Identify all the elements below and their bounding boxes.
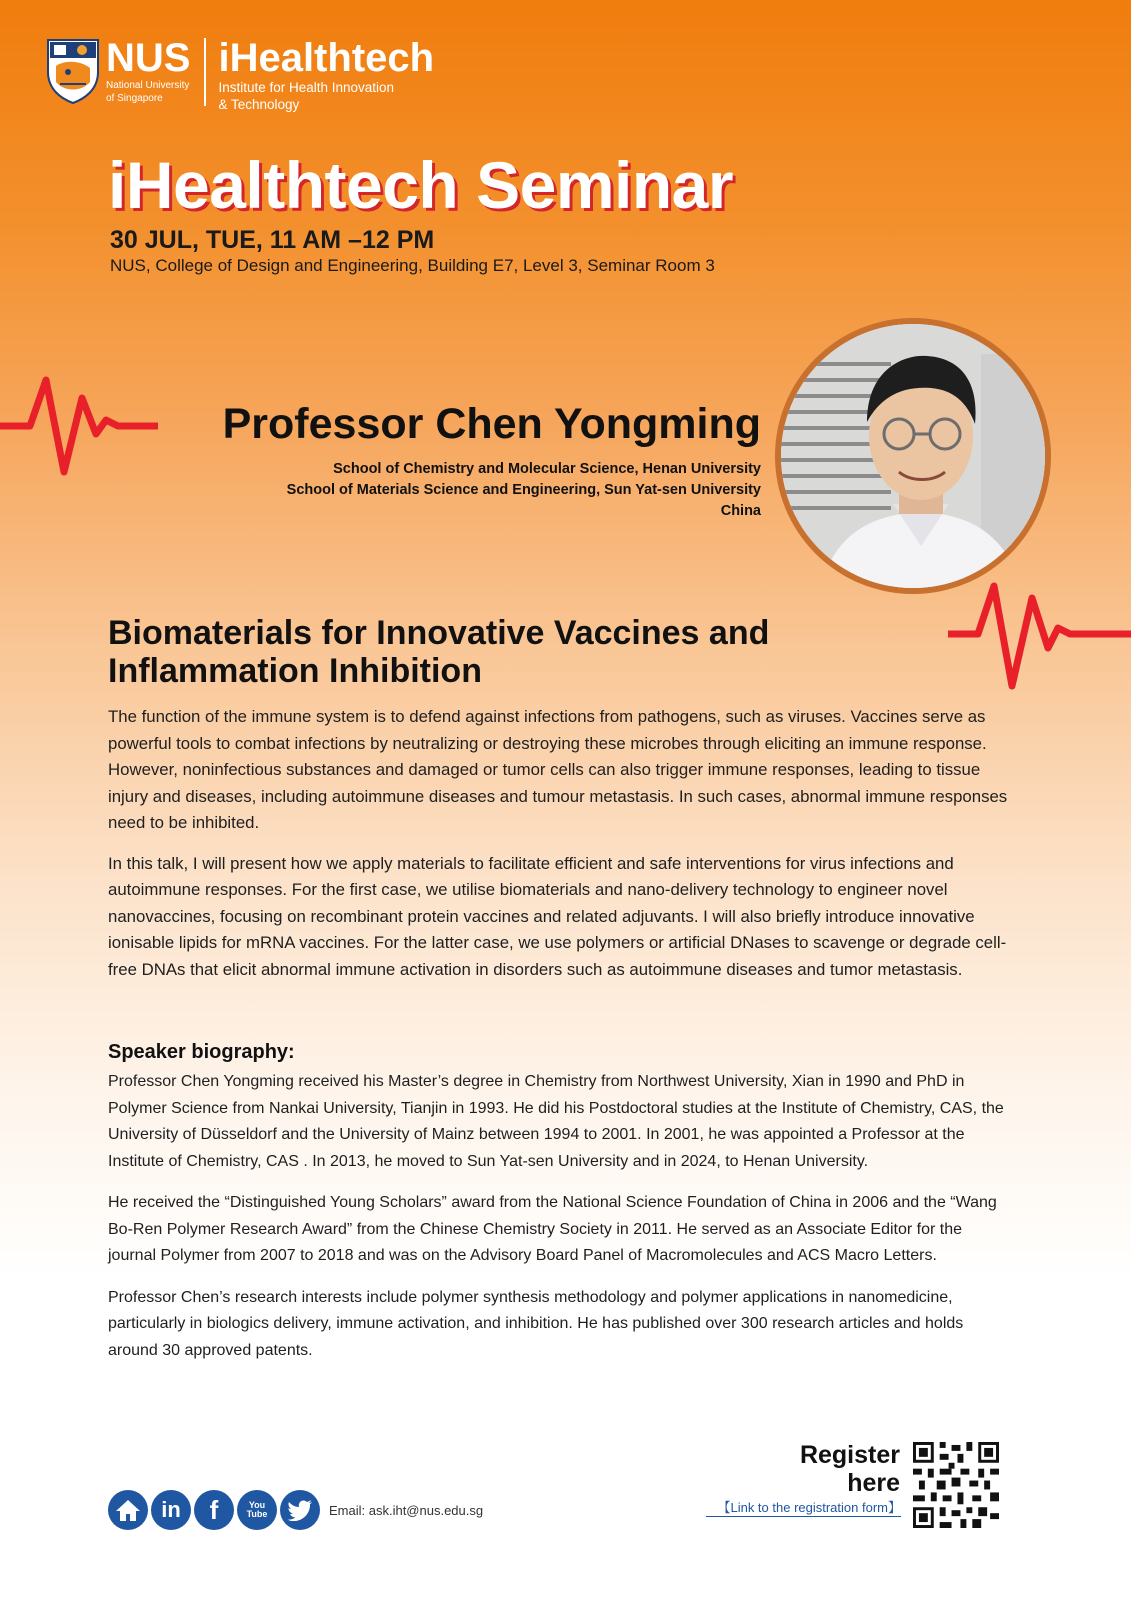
speaker-biography xyxy=(108,1069,1008,1379)
contact-email[interactable]: Email: ask.iht@nus.edu.sg xyxy=(329,1502,484,1518)
abstract-paragraph: The function of the immune system is to defend against infections from pathogens, such as viruses. Vaccines serve as powerful tools to combat infections by neutralizing or destroying these microbes through eliciting an immune response. However, noninfectious substances and damaged or tumor cells can also trigger immune responses, leading to tissue injury and diseases, including autoimmune diseases and tumour metastasis. In such cases, abnormal immune responses need to be inhibited. xyxy=(108,707,1008,832)
event-venue: NUS, College of Design and Engineering, Building E7, Level 3, Seminar Room 3 xyxy=(110,256,715,275)
speaker-portrait-icon xyxy=(781,324,1045,588)
youtube-label: You Tube xyxy=(246,1500,268,1519)
heartbeat-left-icon xyxy=(0,372,158,482)
nus-wordmark: NUS xyxy=(106,36,191,80)
registration-link[interactable]: 【Link to the registration form】 xyxy=(706,1497,901,1517)
facebook-icon[interactable] xyxy=(194,1490,234,1530)
register-line2: here xyxy=(847,1469,900,1497)
affiliation-line: School of Materials Science and Engineering, Sun Yat-sen University xyxy=(286,482,761,498)
linkedin-label: in xyxy=(161,1497,181,1522)
affiliation-line: China xyxy=(720,503,761,519)
seminar-title: iHealthtech Seminar xyxy=(108,148,734,222)
social-links xyxy=(108,1490,483,1530)
home-icon[interactable] xyxy=(108,1490,148,1530)
twitter-icon[interactable] xyxy=(280,1490,320,1530)
register-heading xyxy=(790,1441,900,1497)
biography-paragraph: Professor Chen Yongming received his Master’s degree in Chemistry from Northwest University, Xian in 1990 and PhD in Polymer Science from Nankai University, Tianjin in 1993. He did his Postdoctoral studies at the Institute of Chemistry, CAS, the University of Düsseldorf and the University of Mainz between 1994 to 2001. In 2001, he was appointed a Professor at the Institute of Chemistry, CAS . In 2013, he moved to Sun Yat-sen University and in 2024, to Henan University. xyxy=(108,1073,1004,1170)
talk-abstract xyxy=(108,704,1008,997)
logo-row xyxy=(46,38,434,112)
abstract-paragraph: In this talk, I will present how we apply materials to facilitate efficient and safe interventions for virus infections and autoimmune responses. For the first case, we utilise biomaterials and nano-delivery technology to engineer novel nanovaccines, focusing on recombinant protein vaccines and related adjuvants. I will also briefly introduce innovative ionisable lipids for mRNA vaccines. For the latter case, we use polymers or artificial DNases to scavenge or degrade cell-free DNAs that elicit abnormal immune activation in disorders such as autoimmune diseases and tumor metastasis. xyxy=(108,853,1007,979)
nus-logo xyxy=(106,38,190,104)
biography-heading: Speaker biography: xyxy=(108,1041,295,1063)
youtube-icon[interactable] xyxy=(237,1490,277,1530)
speaker-photo xyxy=(775,318,1051,594)
affiliation-line: School of Chemistry and Molecular Science, Henan University xyxy=(333,461,761,477)
iht-logo xyxy=(218,38,434,112)
iht-subtitle-line2: & Technology xyxy=(218,97,300,112)
logo-divider xyxy=(204,38,206,106)
event-datetime: 30 JUL, TUE, 11 AM –12 PM xyxy=(110,226,435,254)
iht-wordmark: iHealthtech xyxy=(218,36,435,80)
biography-paragraph: Professor Chen’s research interests include polymer synthesis methodology and polymer applications in nanomedicine, particularly in biologics delivery, immune activation, and inhibition. He has published over 300 research articles and holds around 30 approved patents. xyxy=(108,1288,964,1359)
nus-subtitle-line2: of Singapore xyxy=(106,93,163,104)
speaker-name: Professor Chen Yongming xyxy=(222,400,761,448)
biography-paragraph: He received the “Distinguished Young Scholars” award from the National Science Foundation of China in 2006 and the “Wang Bo-Ren Polymer Research Award” from the Chinese Chemistry Society in 2011. He served as an Associate Editor for the journal Polymer from 2007 to 2018 and was on the Advisory Board Panel of Macromolecules and ACS Macro Letters. xyxy=(108,1194,997,1264)
register-line1: Register xyxy=(799,1441,900,1469)
heartbeat-right-icon xyxy=(948,578,1131,696)
iht-subtitle-line1: Institute for Health Innovation xyxy=(218,80,395,95)
qr-code-icon[interactable] xyxy=(913,1442,999,1528)
linkedin-icon[interactable] xyxy=(151,1490,191,1530)
speaker-affiliations xyxy=(287,459,761,522)
talk-title: Biomaterials for Innovative Vaccines and Inflammation Inhibition xyxy=(108,614,770,690)
nus-crest-icon xyxy=(46,38,100,104)
facebook-label: f xyxy=(209,1494,219,1525)
nus-subtitle-line1: National University xyxy=(106,80,190,91)
